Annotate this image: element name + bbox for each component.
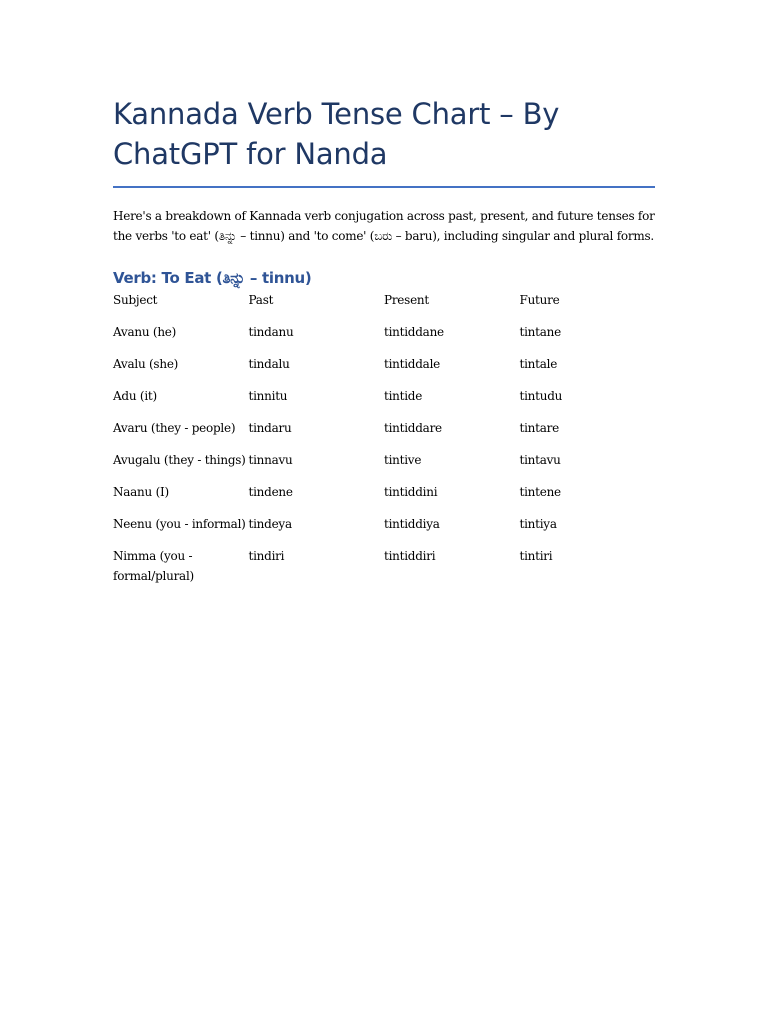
cell-past: tindiri bbox=[248, 549, 285, 563]
cell-present: tintive bbox=[384, 453, 422, 467]
cell-future: tintane bbox=[519, 325, 561, 339]
cell-subject: Avaru (they - people) bbox=[113, 421, 236, 435]
table-row bbox=[113, 355, 655, 387]
cell-past: tindene bbox=[248, 485, 293, 499]
cell-present: tintiddiri bbox=[384, 549, 436, 563]
cell-future: tintavu bbox=[519, 453, 561, 467]
cell-future: tintiri bbox=[519, 549, 553, 563]
cell-future: tintiya bbox=[519, 517, 557, 531]
cell-past: tindaru bbox=[248, 421, 292, 435]
document-title: Kannada Verb Tense Chart – By ChatGPT for Nanda bbox=[113, 97, 560, 171]
cell-past: tindanu bbox=[248, 325, 294, 339]
table-row bbox=[113, 387, 655, 419]
cell-past: tinnavu bbox=[248, 453, 293, 467]
cell-past: tindeya bbox=[248, 517, 292, 531]
verb-tense-table bbox=[113, 291, 655, 599]
header-present: Present bbox=[384, 293, 429, 307]
cell-present: tintiddare bbox=[384, 421, 442, 435]
table-header-row bbox=[113, 291, 655, 323]
cell-future: tintene bbox=[519, 485, 561, 499]
cell-past: tinnitu bbox=[248, 389, 288, 403]
table-row bbox=[113, 419, 655, 451]
title-divider bbox=[113, 186, 655, 188]
table-row bbox=[113, 323, 655, 355]
cell-present: tintiddini bbox=[384, 485, 438, 499]
header-future: Future bbox=[519, 293, 560, 307]
table-row bbox=[113, 483, 655, 515]
cell-present: tintiddane bbox=[384, 325, 444, 339]
cell-future: tintale bbox=[519, 357, 558, 371]
cell-subject: Avugalu (they - things) bbox=[113, 453, 246, 467]
intro-paragraph: Here's a breakdown of Kannada verb conjugation across past, present, and future tenses for the verbs 'to eat' (ತಿನ್ನು – tinnu) and 'to come' (ಬರು – baru), including singular and plural forms. bbox=[113, 209, 655, 243]
table-row bbox=[113, 515, 655, 547]
cell-future: tintare bbox=[519, 421, 559, 435]
header-past: Past bbox=[248, 293, 274, 307]
cell-past: tindalu bbox=[248, 357, 290, 371]
cell-present: tintide bbox=[384, 389, 423, 403]
document-page bbox=[113, 94, 655, 599]
cell-future: tintudu bbox=[519, 389, 563, 403]
cell-subject: Naanu (I) bbox=[113, 485, 169, 499]
cell-present: tintiddiya bbox=[384, 517, 440, 531]
cell-subject: Neenu (you - informal) bbox=[113, 517, 246, 531]
cell-present: tintiddale bbox=[384, 357, 441, 371]
cell-subject: Adu (it) bbox=[113, 389, 157, 403]
table-row bbox=[113, 451, 655, 483]
cell-subject: Nimma (you - formal/plural) bbox=[113, 549, 194, 583]
section-heading-to-eat: Verb: To Eat (ತಿನ್ನು – tinnu) bbox=[113, 269, 312, 287]
cell-subject: Avalu (she) bbox=[113, 357, 179, 371]
table-row bbox=[113, 547, 655, 599]
header-subject: Subject bbox=[113, 293, 158, 307]
cell-subject: Avanu (he) bbox=[113, 325, 177, 339]
